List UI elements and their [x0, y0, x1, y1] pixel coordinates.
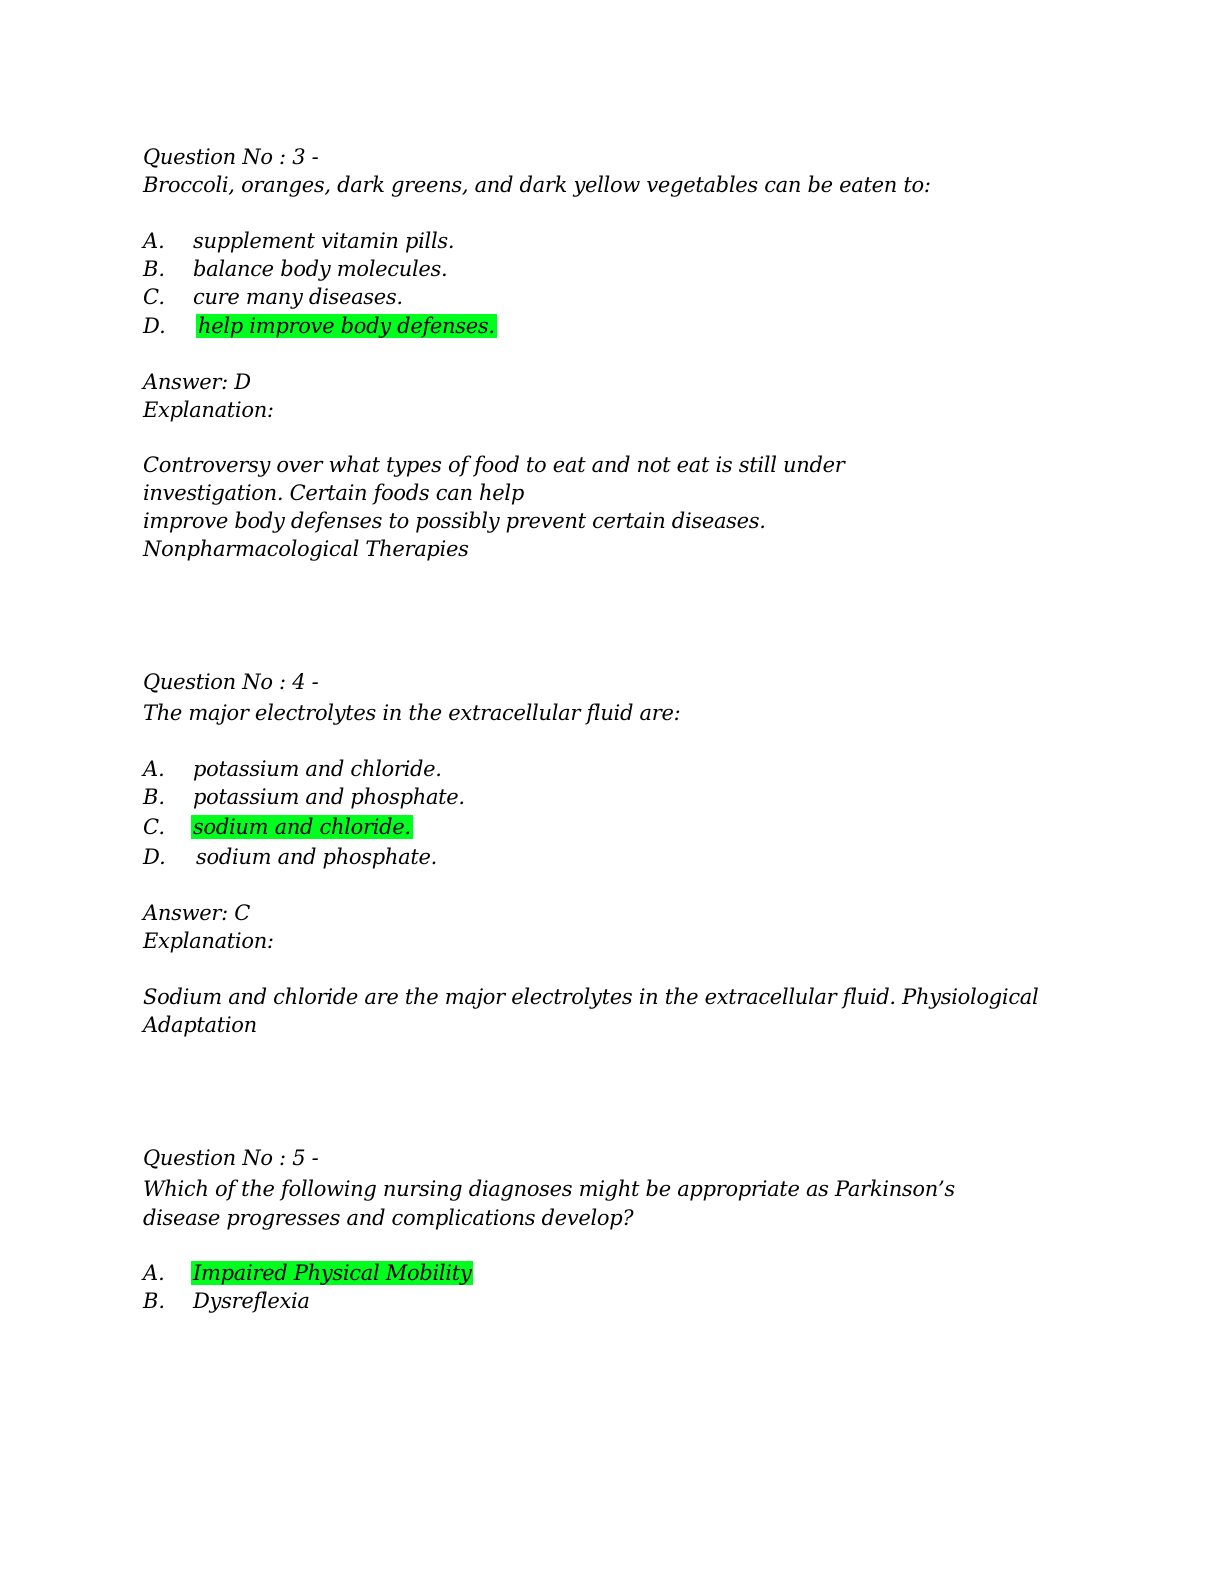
question-stem: Which of the following nursing diagnoses might be appropriate as Parkinson’s	[143, 1177, 955, 1201]
explanation-text: Controversy over what types of food to eat and not eat is still under	[143, 453, 845, 477]
option-letter: C.	[143, 285, 165, 309]
option-letter: D.	[143, 314, 166, 338]
option-letter: A.	[143, 229, 165, 253]
option-text: potassium and chloride.	[193, 757, 442, 781]
question-stem: disease progresses and complications develop?	[143, 1206, 634, 1230]
question-stem: Broccoli, oranges, dark greens, and dark yellow vegetables can be eaten to:	[143, 173, 931, 197]
answer-line: Answer: D	[143, 370, 251, 394]
explanation-text: investigation. Certain foods can help	[143, 481, 524, 505]
question-header: Question No : 4 -	[143, 670, 319, 694]
option-letter: D.	[143, 845, 166, 869]
explanation-label: Explanation:	[143, 929, 274, 953]
answer-line: Answer: C	[143, 901, 251, 925]
option-letter: B.	[143, 1289, 166, 1313]
explanation-text: improve body defenses to possibly prevent certain diseases.	[143, 509, 766, 533]
option-correct-wrapper	[196, 312, 497, 340]
option-text: supplement vitamin pills.	[193, 229, 455, 253]
correct-answer-highlight: help improve body defenses.	[198, 314, 495, 338]
option-text: sodium and phosphate.	[196, 845, 437, 869]
option-text: Dysreflexia	[193, 1289, 310, 1313]
explanation-text: Adaptation	[143, 1013, 257, 1037]
option-letter: C.	[143, 815, 165, 839]
option-letter: A.	[143, 1261, 165, 1285]
correct-answer-highlight: Impaired Physical Mobility	[193, 1261, 472, 1285]
explanation-label: Explanation:	[143, 398, 274, 422]
option-correct-wrapper	[191, 813, 413, 841]
explanation-text: Sodium and chloride are the major electrolytes in the extracellular fluid. Physiological	[143, 985, 1039, 1009]
question-stem: The major electrolytes in the extracellular fluid are:	[143, 701, 681, 725]
option-text: cure many diseases.	[193, 285, 403, 309]
option-text: potassium and phosphate.	[193, 785, 465, 809]
question-header: Question No : 5 -	[143, 1146, 319, 1170]
option-letter: B.	[143, 257, 166, 281]
option-letter: B.	[143, 785, 166, 809]
correct-answer-highlight: sodium and chloride.	[193, 815, 411, 839]
explanation-text: Nonpharmacological Therapies	[143, 537, 469, 561]
option-text: balance body molecules.	[193, 257, 448, 281]
question-header: Question No : 3 -	[143, 145, 319, 169]
option-letter: A.	[143, 757, 165, 781]
option-correct-wrapper	[191, 1259, 473, 1287]
